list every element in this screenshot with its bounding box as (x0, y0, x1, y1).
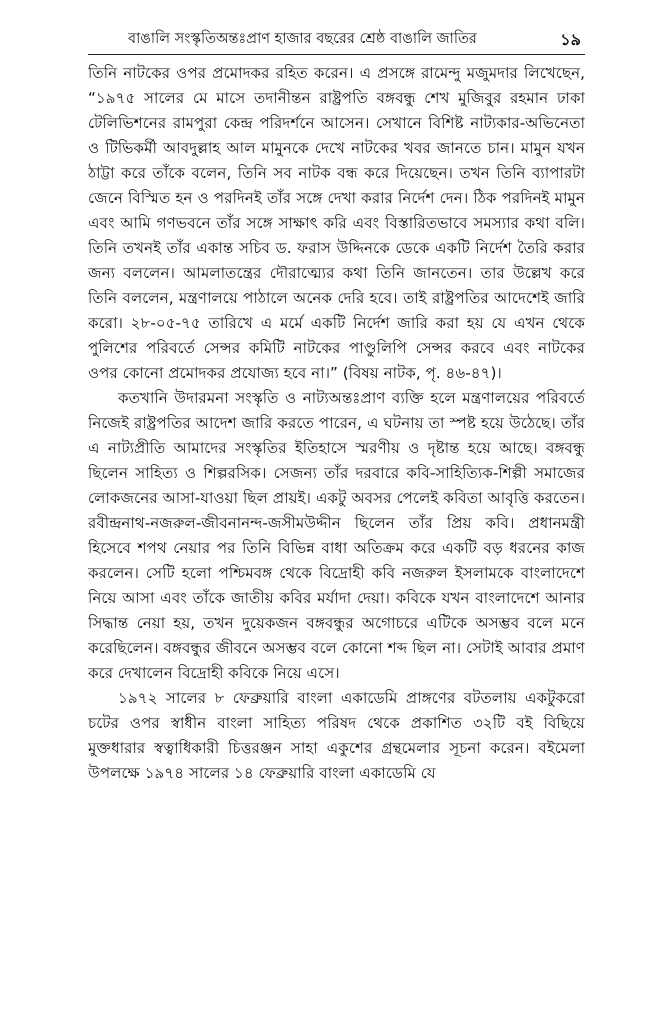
body-text (88, 61, 585, 786)
book-page (88, 22, 585, 902)
running-title: বাঙালি সংস্কৃতিঅন্তঃপ্রাণ হাজার বছরের শ্রেষ্ঠ বাঙালি জাতির (128, 31, 477, 47)
paragraph: ১৯৭২ সালের ৮ ফেব্রুয়ারি বাংলা একাডেমি প্রাঙ্গণের বটতলায় একটুকরো চটের ওপর স্বাধীন বাংলা সাহিত্য পরিষদ থেকে প্রকাশিত ৩২টি বই বিছিয়ে মুক্তধারার স্বত্বাধিকারী চিত্তরঞ্জন সাহা একুশের গ্রন্থমেলার সূচনা করেন। বইমেলা উপলক্ষে ১৯৭৪ সালের ১৪ ফেব্রুয়ারি বাংলা একাডেমি যে (88, 689, 585, 782)
paragraph: কতখানি উদারমনা সংস্কৃতি ও নাট্যঅন্তঃপ্রাণ ব্যক্তি হলে মন্ত্রণালয়ের পরিবর্তে নিজেই রাষ্ট্রপতির আদেশ জারি করতে পারেন, এ ঘটনায় তা স্পষ্ট হয়ে উঠেছে। তাঁর এ নাট্যপ্রীতি আমাদের সংস্কৃতির ইতিহাসে স্মরণীয় ও দৃষ্টান্ত হয়ে আছে। বঙ্গবন্ধু ছিলেন সাহিত্য ও শিল্পরসিক। সেজন্য তাঁর দরবারে কবি-সাহিত্যিক-শিল্পী সমাজের লোকজনের আসা-যাওয়া ছিল প্রায়ই। একটু অবসর পেলেই কবিতা আবৃত্তি করতেন। রবীন্দ্রনাথ-নজরুল-জীবনানন্দ-জসীমউদ্দীন ছিলেন তাঁর প্রিয় কবি। প্রধানমন্ত্রী হিসেবে শপথ নেয়ার পর তিনি বিভিন্ন বাধা অতিক্রম করে একটি বড় ধরনের কাজ করলেন। সেটি হলো পশ্চিমবঙ্গ থেকে বিদ্রোহী কবি নজরুল ইসলামকে বাংলাদেশে নিয়ে আসা এবং তাঁকে জাতীয় কবির মর্যাদা দেয়া। কবিকে যখন বাংলাদেশে আনার সিদ্ধান্ত নেয়া হয়, তখন দুয়েকজন বঙ্গবন্ধুর অগোচরে এটিকে অসম্ভব বলে মনে করেছিলেন। বঙ্গবন্ধুর জীবনে অসম্ভব বলে কোনো শব্দ ছিল না। সেটাই আবার প্রমাণ করে দেখালেন বিদ্রোহী কবিকে নিয়ে এসে। (88, 389, 585, 682)
paragraph: তিনি নাটকের ওপর প্রমোদকর রহিত করেন। এ প্রসঙ্গে রামেন্দু মজুমদার লিখেছেন, “১৯৭৫ সালের মে মাসে তদানীন্তন রাষ্ট্রপতি বঙ্গবন্ধু শেখ মুজিবুর রহমান ঢাকা টেলিভিশনের রামপুরা কেন্দ্র পরিদর্শনে আসেন। সেখানে বিশিষ্ট নাট্যকার-অভিনেতা ও টিভিকর্মী আবদুল্লাহ আল মামুনকে দেখে নাটকের খবর জানতে চান। মামুন যখন ঠাট্টা করে তাঁকে বলেন, তিনি সব নাটক বন্ধ করে দিয়েছেন। তখন তিনি ব্যাপারটা জেনে বিস্মিত হন ও পরদিনই তাঁর সঙ্গে দেখা করার নির্দেশ দেন। ঠিক পরদিনই মামুন এবং আমি গণভবনে তাঁর সঙ্গে সাক্ষাৎ করি এবং বিস্তারিতভাবে সমস্যার কথা বলি। তিনি তখনই তাঁর একান্ত সচিব ড. ফরাস উদ্দিনকে ডেকে একটি নির্দেশ তৈরি করার জন্য বললেন। আমলাতন্ত্রের দৌরাত্ম্যের কথা তিনি জানতেন। তার উল্লেখ করে তিনি বললেন, মন্ত্রণালয়ে পাঠালে অনেক দেরি হবে। তাই রাষ্ট্রপতির আদেশেই জারি করো। ২৮-০৫-৭৫ তারিখে এ মর্মে একটি নির্দেশ জারি করা হয় যে এখন থেকে পুলিশের পরিবর্তে সেন্সর কমিটি নাটকের পাণ্ডুলিপি সেন্সর করবে এবং নাটকের ওপর কোনো প্রমোদকর প্রযোজ্য হবে না।” (বিষয় নাটক, পৃ. ৪৬-৪৭)। (88, 64, 585, 382)
page-number: ১৯ (560, 30, 581, 49)
page-header (88, 22, 585, 55)
